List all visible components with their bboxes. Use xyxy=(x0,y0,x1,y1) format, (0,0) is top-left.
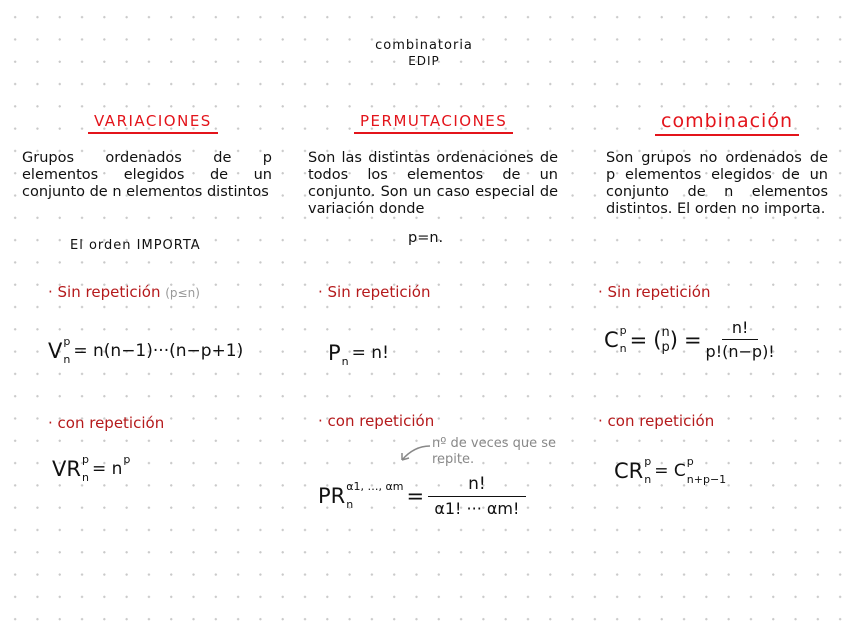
note-p-equals-n: p=n. xyxy=(408,230,444,246)
arrow-icon xyxy=(396,442,432,464)
formula-permutaciones-repeticion: PR α1, …, αm n = $\frac{n!}{\alpha 1! \cdot\cdot\cdot \alpha m!}$ xyxy=(318,474,526,518)
label-sin-repeticion: · Sin repetición (p≤n) xyxy=(48,283,200,301)
page-subtitle: EDIP xyxy=(408,54,440,68)
label-sin-repeticion: · Sin repetición xyxy=(318,283,431,301)
description-combinacion: Son grupos no ordenados de p elementos elegidos de un conjunto de n elementos distintos. El orden no importa. xyxy=(606,150,828,217)
heading-variaciones: VARIACIONES xyxy=(88,112,218,134)
formula-variaciones: V p n = n(n−1)···(n−p+1) xyxy=(48,335,244,366)
formula-variaciones-repeticion: VR p n = n p xyxy=(52,453,131,484)
heading-permutaciones: PERMUTACIONES xyxy=(354,112,513,134)
label-con-repeticion: · con repetición xyxy=(598,412,715,430)
description-permutaciones: Son las distintas ordenaciones de todos los elementos de un conjunto. Son un caso especial de variación donde xyxy=(308,150,558,217)
formula-permutaciones: P n = n! xyxy=(328,341,389,368)
heading-combinacion: combinación xyxy=(655,110,799,136)
annotation-repetitions: nº de veces que se repite. xyxy=(432,436,557,467)
label-con-repeticion: · con repetición xyxy=(48,414,165,432)
note-order-matters: El orden IMPORTA xyxy=(70,238,201,253)
formula-combinaciones: C p n = ( n p ) = $\frac{n!}{p!(n-p)!}$ xyxy=(604,318,775,361)
description-variaciones: Grupos ordenados de p elementos elegidos de un conjunto de n elementos distintos xyxy=(22,150,272,200)
label-con-repeticion: · con repetición xyxy=(318,412,435,430)
page-title: combinatoria xyxy=(375,38,473,53)
formula-combinaciones-repeticion: CR p n = C p n+p−1 xyxy=(614,455,727,486)
label-sin-repeticion: · Sin repetición xyxy=(598,283,711,301)
